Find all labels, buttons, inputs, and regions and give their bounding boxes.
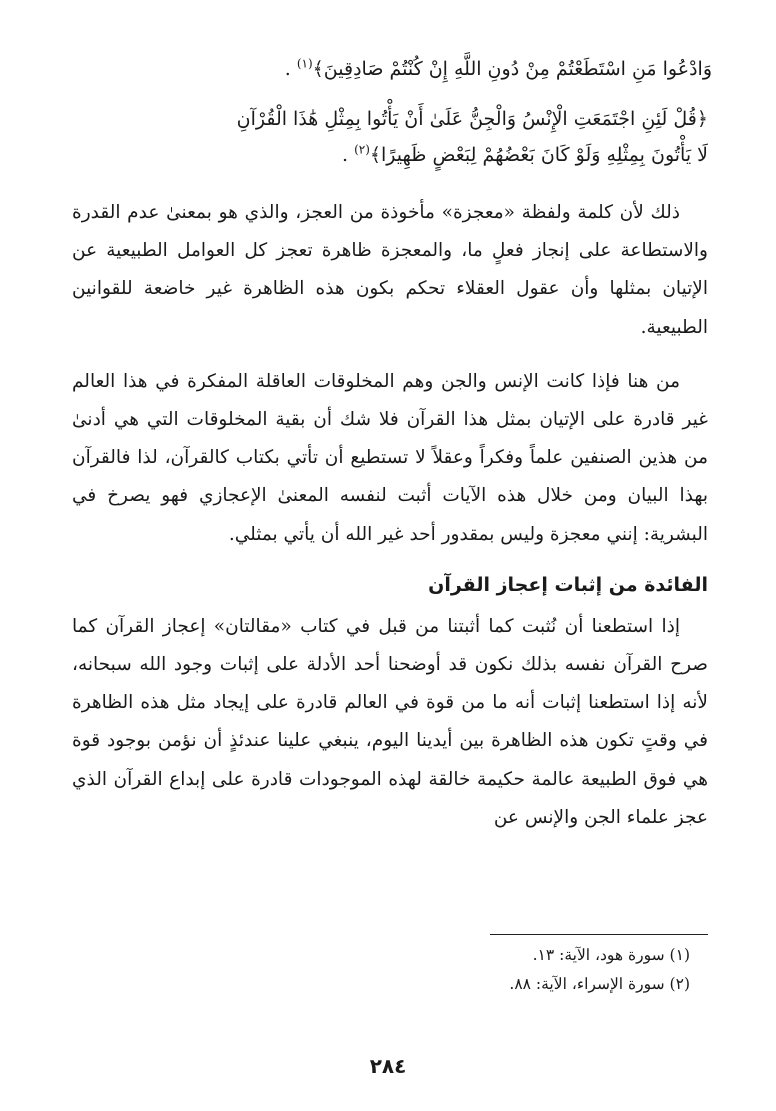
- footnote-divider: [490, 934, 708, 935]
- footnotes-section: [72, 934, 708, 999]
- page-number: ٢٨٤: [369, 1054, 407, 1078]
- verse-1-text: وَادْعُوا مَنِ اسْتَطَعْتُمْ مِنْ دُونِ اللَّهِ إِنْ كُنْتُمْ صَادِقِينَ﴾: [312, 58, 712, 80]
- quran-verse-2-line-2: [72, 138, 708, 172]
- paragraph-miracle-definition: ذلك لأن كلمة ولفظة «معجزة» مأخوذة من العجز، والذي هو بمعنىٰ عدم القدرة والاستطاعة على إنجاز فعلٍ ما، والمعجزة ظاهرة تعجز كل العوامل الطبيعية عن الإتيان بمثلها وأن عقول العقلاء تحكم بكون هذه الظاهرة غير خاضعة للقوانين الطبيعية.: [72, 202, 708, 338]
- verse-2-end: .: [341, 144, 355, 166]
- verse-1-end: .: [284, 58, 297, 80]
- quran-verse-1: [72, 52, 712, 86]
- paragraph-quran-inimitability: من هنا فإذا كانت الإنس والجن وهم المخلوقات العاقلة المفكرة في هذا العالم غير قادرة على الإتيان بمثل هذا القرآن فلا شك أن بقية المخلوقات التي هي أدنىٰ من هذين الصنفين علماً وفكراً وعقلاً لا تستطيع أن تأتي بكتاب كالقرآن، لذا فالقرآن بهذا البيان ومن خلال هذه الآيات أثبت لنفسه المعنىٰ الإعجازي فهو يصرخ في البشرية: إنني معجزة وليس بمقدور أحد غير الله أن يأتي بمثلي.: [72, 370, 708, 545]
- paragraph-proof-benefit: إذا استطعنا أن نُثبت كما أثبتنا من قبل في كتاب «مقالتان» إعجاز القرآن كما صرح القرآن نفسه بذلك نكون قد أوضحنا أحد الأدلة على إثبات وجود الله سبحانه، لأنه إذا استطعنا إثبات أنه ما من قوة في العالم قادرة على إيجاد مثل هذه الظاهرة في وقتٍ تكون هذه الظاهرة بين أيدينا اليوم، ينبغي علينا عندئذٍ أن نؤمن بوجود قوة هي فوق الطبيعة عالمة حكيمة خالقة لهذه الموجودات قادرة على إبداع القرآن الذي عجز علماء الجن والإنس عن: [72, 615, 708, 828]
- footnote-2: (٢) سورة الإسراء، الآية: ٨٨.: [509, 975, 690, 993]
- footnote-1: (١) سورة هود، الآية: ١٣.: [532, 946, 690, 964]
- section-heading: الفائدة من إثبات إعجاز القرآن: [428, 573, 708, 596]
- verse-2-text: لَا يَأْتُونَ بِمِثْلِهِ وَلَوْ كَانَ بَعْضُهُمْ لِبَعْضٍ ظَهِيرًا﴾: [369, 144, 708, 166]
- footnote-ref-1[interactable]: (١): [296, 56, 313, 71]
- quran-verse-2-line-1: ﴿قُلْ لَئِنِ اجْتَمَعَتِ الْإِنْسُ وَالْجِنُّ عَلَىٰ أَنْ يَأْتُوا بِمِثْلِ هَٰذَا الْقُرْآنِ: [236, 108, 708, 130]
- page-body: [72, 52, 712, 837]
- footnote-ref-2[interactable]: (٢): [354, 142, 370, 157]
